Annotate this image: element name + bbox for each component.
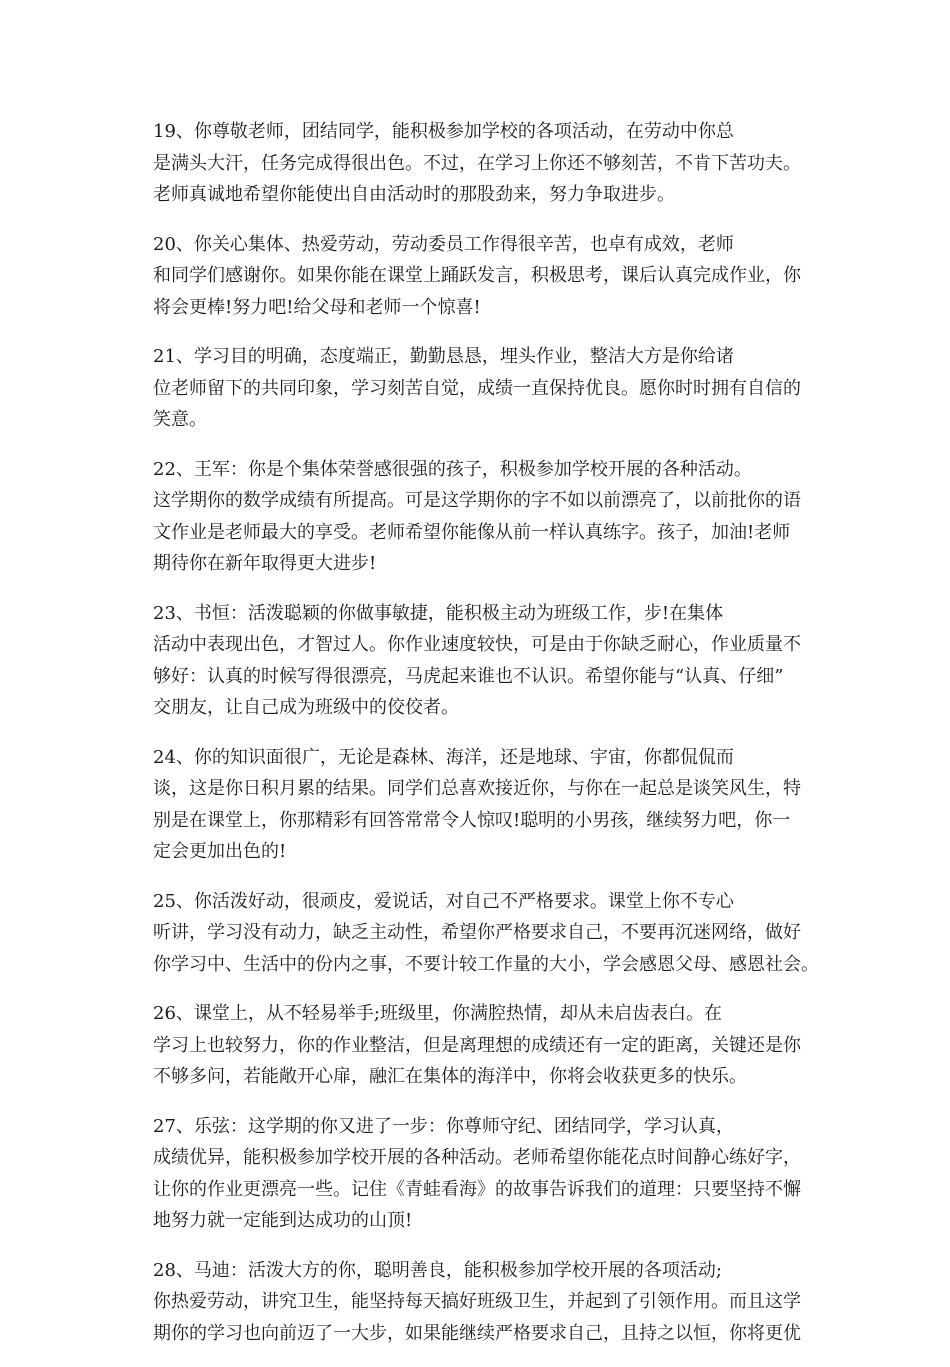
comment-paragraph-19 <box>117 116 847 211</box>
paragraph-line: 别是在课堂上，你那精彩有回答常常令人惊叹!聪明的小男孩，继续努力吧，你一 <box>153 809 791 831</box>
paragraph-line: 定会更加出色的! <box>153 841 287 862</box>
comment-paragraph-26 <box>117 998 847 1093</box>
paragraph-line: 笑意。 <box>153 409 207 430</box>
document-body <box>117 116 847 1367</box>
paragraph-line: 文作业是老师最大的享受。老师希望你能像从前一样认真练字。孩子，加油!老师 <box>153 521 791 543</box>
paragraph-line: 听讲，学习没有动力，缺乏主动性，希望你严格要求自己，不要再沉迷网络，做好 <box>153 922 801 943</box>
paragraph-line: 23、书恒：活泼聪颖的你做事敏捷，能积极主动为班级工作，步!在集体 <box>153 602 724 624</box>
paragraph-line: 期你的学习也向前迈了一大步，如果能继续严格要求自己，且持之以恒，你将更优 <box>153 1322 801 1344</box>
paragraph-line: 27、乐弦：这学期的你又进了一步：你尊师守纪、团结同学，学习认真， <box>153 1115 734 1137</box>
comment-paragraph-23 <box>117 598 847 724</box>
paragraph-line: 19、你尊敬老师，团结同学，能积极参加学校的各项活动，在劳动中你总 <box>153 121 734 142</box>
paragraph-line: 28、马迪：活泼大方的你，聪明善良，能积极参加学校开展的各项活动; <box>153 1259 722 1281</box>
paragraph-line: 你学习中、生活中的份内之事，不要计较工作量的大小，学会感恩父母、感恩社会。 <box>153 953 819 975</box>
paragraph-line: 不够多问，若能敞开心扉，融汇在集体的海洋中，你将会收获更多的快乐。 <box>153 1066 747 1087</box>
paragraph-line: 地努力就一定能到达成功的山顶! <box>153 1210 413 1231</box>
paragraph-line: 这学期你的数学成绩有所提高。可是这学期你的字不如以前漂亮了，以前批你的语 <box>153 490 801 511</box>
paragraph-line: 谈，这是你日积月累的结果。同学们总喜欢接近你，与你在一起总是谈笑风生，特 <box>153 778 801 799</box>
comment-paragraph-25 <box>117 886 847 981</box>
paragraph-line: 让你的作业更漂亮一些。记住《青蛙看海》的故事告诉我们的道理：只要坚持不懈 <box>153 1178 801 1200</box>
paragraph-line: 20、你关心集体、热爱劳动，劳动委员工作得很辛苦，也卓有成效，老师 <box>153 233 734 255</box>
paragraph-line: 25、你活泼好动，很顽皮，爱说话，对自己不严格要求。课堂上你不专心 <box>153 890 734 912</box>
paragraph-line: 交朋友，让自己成为班级中的佼佼者。 <box>153 697 459 718</box>
comment-paragraph-24 <box>117 742 847 868</box>
paragraph-line: 26、课堂上，从不轻易举手;班级里，你满腔热情，却从未启齿表白。在 <box>153 1003 722 1024</box>
paragraph-line: 22、王军：你是个集体荣誉感很强的孩子，积极参加学校开展的各种活动。 <box>153 458 752 480</box>
paragraph-line: 21、学习目的明确，态度端正，勤勤恳恳，埋头作业，整洁大方是你给诸 <box>153 346 734 367</box>
comment-paragraph-20 <box>117 229 847 324</box>
paragraph-line: 期待你在新年取得更大进步! <box>153 553 377 574</box>
paragraph-line: 你热爱劳动，讲究卫生，能坚持每天搞好班级卫生，并起到了引领作用。而且这学 <box>153 1291 801 1312</box>
paragraph-line: 成绩优异，能积极参加学校开展的各种活动。老师希望你能花点时间静心练好字， <box>153 1147 801 1168</box>
comment-paragraph-22 <box>117 454 847 580</box>
paragraph-line: 是满头大汗，任务完成得很出色。不过，在学习上你还不够刻苦，不肯下苦功夫。 <box>153 152 801 174</box>
paragraph-line: 老师真诚地希望你能使出自由活动时的那股劲来，努力争取进步。 <box>153 184 675 205</box>
paragraph-line: 和同学们感谢你。如果你能在课堂上踊跃发言，积极思考，课后认真完成作业，你 <box>153 265 801 286</box>
comment-paragraph-27 <box>117 1111 847 1237</box>
comment-paragraph-28 <box>117 1255 847 1350</box>
paragraph-line: 24、你的知识面很广，无论是森林、海洋，还是地球、宇宙，你都侃侃而 <box>153 746 734 768</box>
paragraph-line: 够好：认真的时候写得很漂亮，马虎起来谁也不认识。希望你能与“认真、仔细” <box>153 665 784 687</box>
paragraph-line: 位老师留下的共同印象，学习刻苦自觉，成绩一直保持优良。愿你时时拥有自信的 <box>153 377 801 399</box>
paragraph-line: 学习上也较努力，你的作业整洁，但是离理想的成绩还有一定的距离，关键还是你 <box>153 1034 801 1056</box>
paragraph-line: 活动中表现出色，才智过人。你作业速度较快，可是由于你缺乏耐心，作业质量不 <box>153 634 801 655</box>
comment-paragraph-21 <box>117 341 847 436</box>
paragraph-line: 将会更棒!努力吧!给父母和老师一个惊喜! <box>153 296 481 318</box>
